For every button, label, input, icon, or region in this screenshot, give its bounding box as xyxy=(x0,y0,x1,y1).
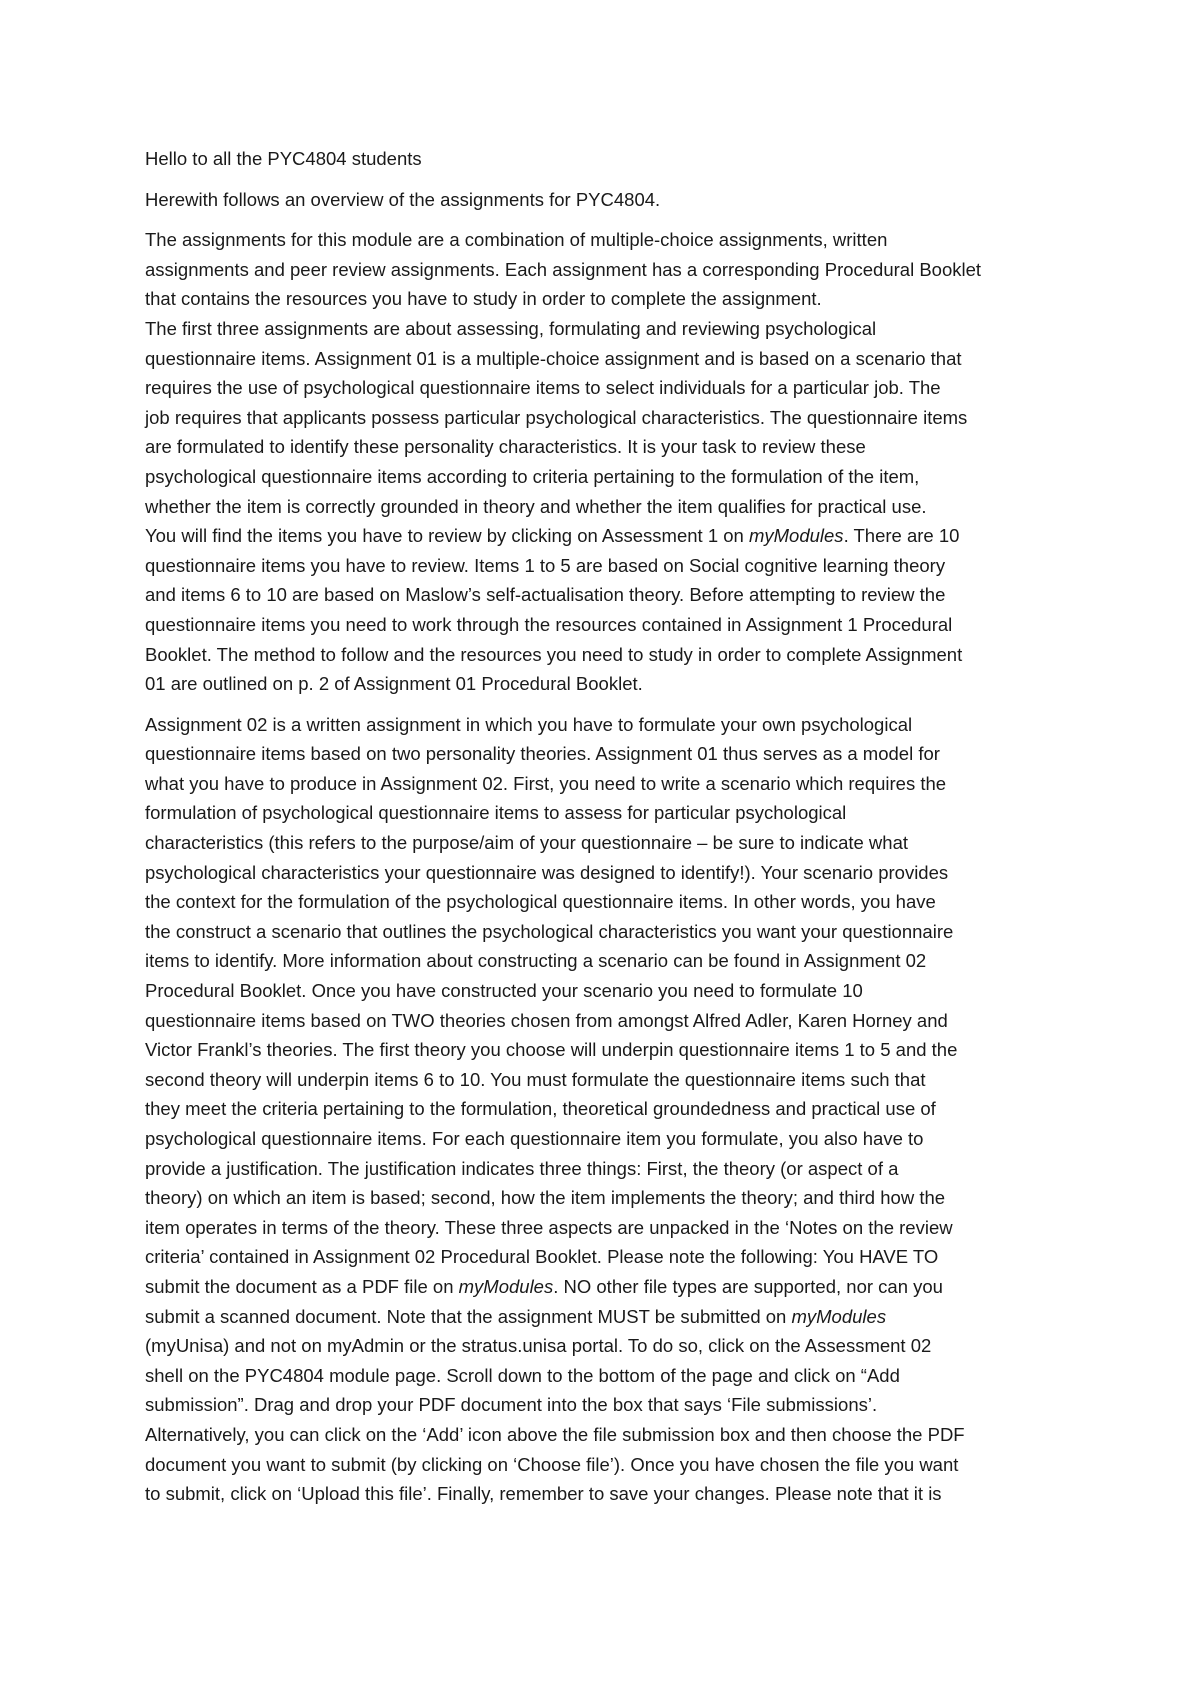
text-line: provide a justification. The justification indicates three things: First, the theory (or aspect of a xyxy=(145,1157,899,1179)
text-line: characteristics (this refers to the purpose/aim of your questionnaire – be sure to indicate what xyxy=(145,832,908,854)
text-line: requires the use of psychological questionnaire items to select individuals for a particular job. The xyxy=(145,377,941,399)
text-line: psychological characteristics your questionnaire was designed to identify!). Your scenario provides xyxy=(145,861,949,883)
intro-line: Herewith follows an overview of the assignments for PYC4804. xyxy=(145,188,661,210)
text-segment: submit a scanned document. Note that the assignment MUST be submitted on xyxy=(145,1305,792,1327)
text-segment: submit the document as a PDF file on xyxy=(145,1275,459,1297)
mymodules-emphasis: myModules xyxy=(458,1275,554,1297)
text-line: questionnaire items. Assignment 01 is a multiple-choice assignment and is based on a scenario that xyxy=(145,347,962,369)
text-line: the construct a scenario that outlines the psychological characteristics you want your questionnaire xyxy=(145,920,954,942)
text-line: to submit, click on ‘Upload this file’. Finally, remember to save your changes. Please note that it is xyxy=(145,1483,942,1505)
text-line: that contains the resources you have to study in order to complete the assignment. xyxy=(145,288,822,310)
paragraph-spacer xyxy=(145,174,1075,185)
text-line: document you want to submit (by clicking on ‘Choose file’). Once you have chosen the file you want xyxy=(145,1453,959,1475)
document-body xyxy=(145,144,1075,1509)
text-line: Assignment 02 is a written assignment in which you have to formulate your own psychological xyxy=(145,713,913,735)
text-line: second theory will underpin items 6 to 10. You must formulate the questionnaire items such that xyxy=(145,1068,926,1090)
text-line xyxy=(145,1302,1075,1332)
text-line: psychological questionnaire items according to criteria pertaining to the formulation of the item, xyxy=(145,465,920,487)
text-line: The first three assignments are about assessing, formulating and reviewing psychological xyxy=(145,317,877,339)
paragraph-spacer xyxy=(145,699,1075,710)
text-segment: . NO other file types are supported, nor can you xyxy=(553,1275,943,1297)
text-line: job requires that applicants possess particular psychological characteristics. The questionnaire items xyxy=(145,406,968,428)
text-line: criteria’ contained in Assignment 02 Procedural Booklet. Please note the following: You HAVE TO xyxy=(145,1246,939,1268)
text-line xyxy=(145,521,1075,551)
mymodules-emphasis: myModules xyxy=(791,1305,887,1327)
text-line: formulation of psychological questionnaire items to assess for particular psychological xyxy=(145,802,847,824)
text-line: what you have to produce in Assignment 02. First, you need to write a scenario which requires the xyxy=(145,772,947,794)
text-line: they meet the criteria pertaining to the formulation, theoretical groundedness and practical use of xyxy=(145,1098,936,1120)
text-line: shell on the PYC4804 module page. Scroll down to the bottom of the page and click on “Add xyxy=(145,1364,900,1386)
text-line: Alternatively, you can click on the ‘Add’ icon above the file submission box and then choose the PDF xyxy=(145,1423,965,1445)
text-line: Victor Frankl’s theories. The first theory you choose will underpin questionnaire items 1 to 5 and the xyxy=(145,1039,958,1061)
text-line: theory) on which an item is based; second, how the item implements the theory; and third how the xyxy=(145,1187,946,1209)
text-line: the context for the formulation of the psychological questionnaire items. In other words, you have xyxy=(145,891,936,913)
text-segment: . There are 10 xyxy=(843,525,960,547)
text-line: whether the item is correctly grounded in theory and whether the item qualifies for practical use. xyxy=(145,495,927,517)
paragraph-spacer xyxy=(145,214,1075,225)
greeting-line: Hello to all the PYC4804 students xyxy=(145,148,422,169)
text-line: questionnaire items you need to work through the resources contained in Assignment 1 Procedural xyxy=(145,613,953,635)
text-line: 01 are outlined on p. 2 of Assignment 01 Procedural Booklet. xyxy=(145,673,643,695)
text-line: questionnaire items you have to review. Items 1 to 5 are based on Social cognitive learning theory xyxy=(145,554,946,576)
text-line: Procedural Booklet. Once you have constructed your scenario you need to formulate 10 xyxy=(145,980,863,1002)
text-line: The assignments for this module are a combination of multiple-choice assignments, written xyxy=(145,229,888,251)
text-line: questionnaire items based on two personality theories. Assignment 01 thus serves as a model for xyxy=(145,743,940,765)
mymodules-emphasis: myModules xyxy=(748,525,844,547)
text-line: questionnaire items based on TWO theories chosen from amongst Alfred Adler, Karen Horney and xyxy=(145,1009,948,1031)
text-line xyxy=(145,1272,1075,1302)
text-line: are formulated to identify these personality characteristics. It is your task to review these xyxy=(145,436,866,458)
paragraph-1 xyxy=(145,225,1075,699)
text-line: items to identify. More information about constructing a scenario can be found in Assignment 02 xyxy=(145,950,927,972)
text-line: Booklet. The method to follow and the resources you need to study in order to complete Assignment xyxy=(145,643,963,665)
text-line: item operates in terms of the theory. These three aspects are unpacked in the ‘Notes on the review xyxy=(145,1216,953,1238)
text-line: psychological questionnaire items. For each questionnaire item you formulate, you also have to xyxy=(145,1128,924,1149)
text-line: submission”. Drag and drop your PDF document into the box that says ‘File submissions’. xyxy=(145,1394,878,1416)
paragraph-2 xyxy=(145,710,1075,1509)
text-segment: You will find the items you have to review by clicking on Assessment 1 on xyxy=(145,525,749,547)
text-line: and items 6 to 10 are based on Maslow’s self-actualisation theory. Before attempting to review the xyxy=(145,584,946,606)
text-line: (myUnisa) and not on myAdmin or the stratus.unisa portal. To do so, click on the Assessment 02 xyxy=(145,1335,932,1357)
text-line: assignments and peer review assignments. Each assignment has a corresponding Procedural Booklet xyxy=(145,258,982,280)
